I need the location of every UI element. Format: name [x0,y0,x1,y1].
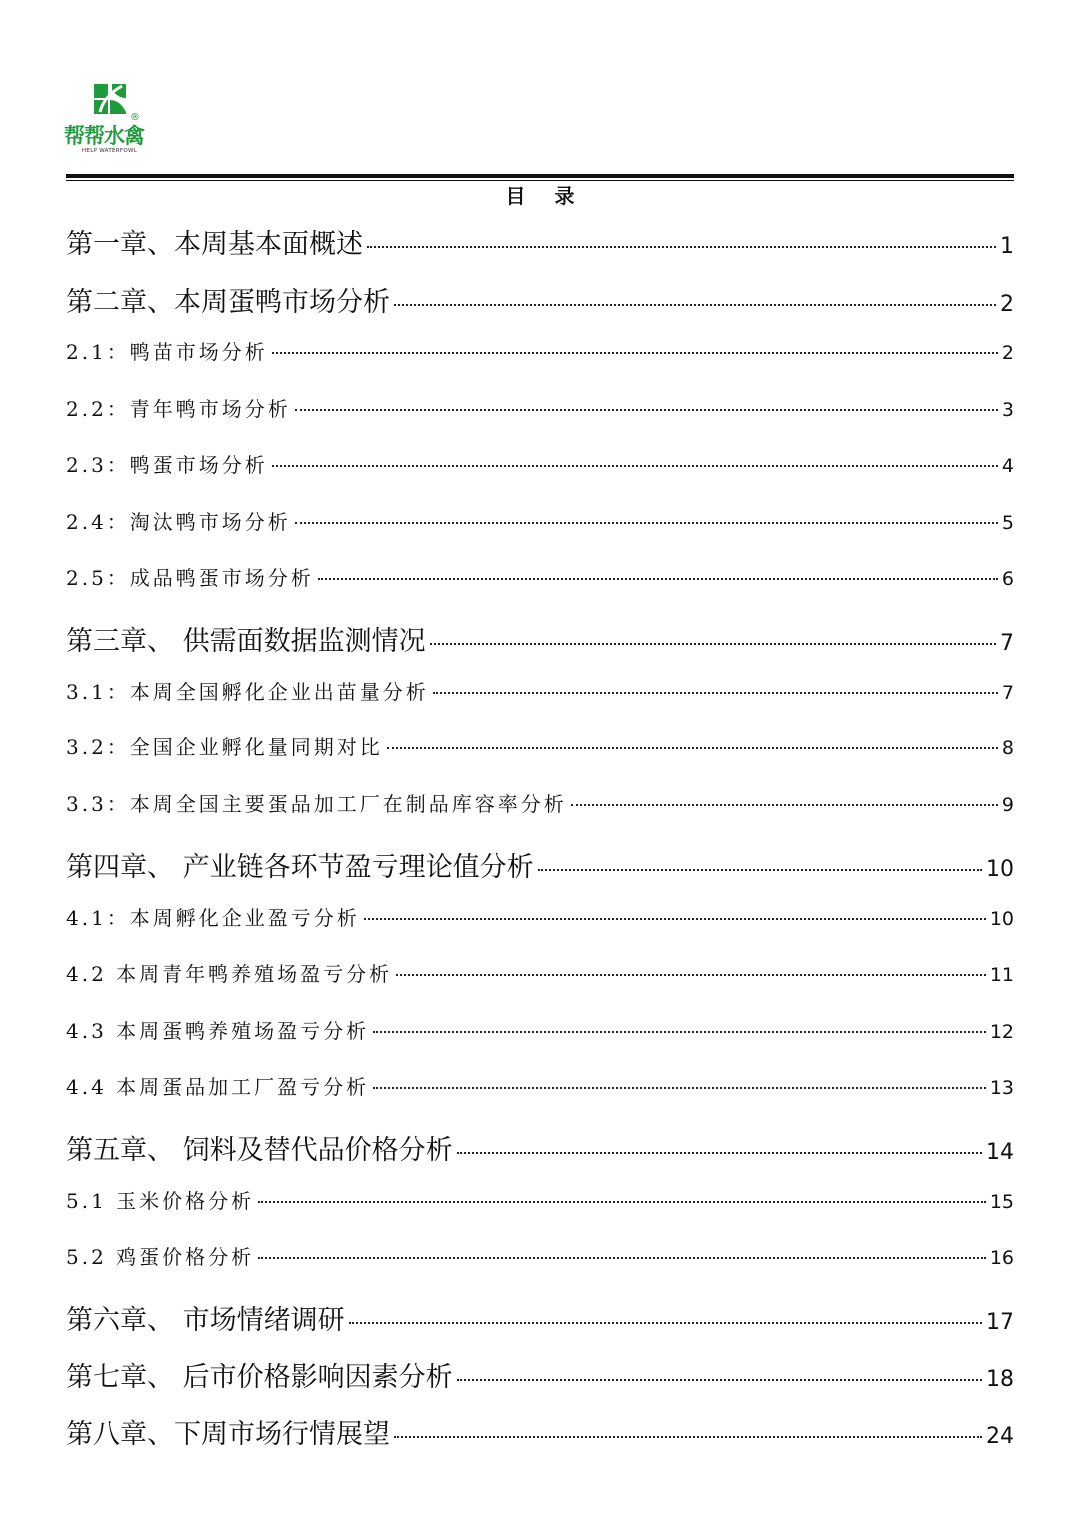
toc-entry-label: 4.4 本周蛋品加工厂盈亏分析 [66,1075,370,1099]
toc-entry-label: 第七章、 后市价格影响因素分析 [66,1362,453,1393]
toc-dot-leader [295,522,998,524]
toc-dot-leader [433,692,998,694]
toc-chapter-entry[interactable] [66,1355,1014,1394]
toc-chapter-entry[interactable] [66,1412,1014,1451]
toc-dot-leader [373,1087,986,1089]
toc-entry-page-number: 1 [1000,234,1014,259]
toc-entry-label: 第八章、下周市场行情展望 [66,1419,390,1450]
toc-entry-page-number: 5 [1001,512,1014,534]
toc-dot-leader [367,246,996,248]
toc-dot-leader [258,1257,986,1259]
toc-section-entry[interactable] [66,902,1014,931]
toc-dot-leader [430,643,996,645]
toc-dot-leader [394,304,996,306]
toc-section-entry[interactable] [66,788,1014,817]
toc-section-entry[interactable] [66,731,1014,760]
toc-dot-leader [538,869,982,871]
toc-entry-page-number: 7 [1001,682,1014,704]
toc-dot-leader [318,578,998,580]
toc-entry-page-number: 4 [1001,455,1014,477]
toc-entry-page-number: 13 [989,1077,1014,1099]
toc-section-entry[interactable] [66,1071,1014,1100]
toc-title: 目 录 [505,184,575,208]
toc-chapter-entry[interactable] [66,280,1014,319]
toc-entry-page-number: 3 [1001,399,1014,421]
toc-section-entry[interactable] [66,449,1014,478]
toc-entry-page-number: 18 [986,1367,1014,1392]
toc-entry-page-number: 2 [1000,292,1014,317]
toc-dot-leader [295,409,998,411]
toc-dot-leader [373,1031,986,1033]
toc-entry-page-number: 6 [1001,568,1014,590]
toc-dot-leader [571,804,998,806]
toc-dot-leader [387,747,998,749]
toc-chapter-entry[interactable] [66,845,1014,884]
logo-tagline: HELP WATERFOWL [82,148,138,154]
toc-dot-leader [272,465,998,467]
toc-entry-label: 第六章、 市场情绪调研 [66,1305,345,1336]
toc-entry-page-number: 10 [989,908,1014,930]
toc-entry-label: 第三章、 供需面数据监测情况 [66,626,426,657]
toc-entry-label: 4.2 本周青年鸭养殖场盈亏分析 [66,962,393,986]
toc-entry-page-number: 9 [1001,794,1014,816]
toc-section-entry[interactable] [66,958,1014,987]
toc-entry-label: 2.3：鸭蛋市场分析 [66,453,268,477]
toc-dot-leader [396,974,986,976]
toc-dot-leader [394,1436,982,1438]
toc-section-entry[interactable] [66,1241,1014,1270]
toc-entry-page-number: 7 [1000,631,1014,656]
toc-entry-label: 第二章、本周蛋鸭市场分析 [66,287,390,318]
toc-entry-label: 2.2：青年鸭市场分析 [66,397,291,421]
toc-entry-label: 2.1：鸭苗市场分析 [66,340,268,364]
toc-entry-label: 3.3：本周全国主要蛋品加工厂在制品库容率分析 [66,792,567,816]
toc-section-entry[interactable] [66,562,1014,591]
toc-entry-page-number: 16 [989,1247,1014,1269]
toc-entry-label: 第一章、本周基本面概述 [66,229,363,260]
toc-entry-label: 5.2 鸡蛋价格分析 [66,1245,255,1269]
toc-dot-leader [349,1322,982,1324]
toc-dot-leader [457,1379,982,1381]
toc-section-entry[interactable] [66,1015,1014,1044]
toc-entry-page-number: 8 [1001,737,1014,759]
toc-entry-page-number: 2 [1001,342,1014,364]
toc-entry-page-number: 15 [989,1191,1014,1213]
registered-mark: ® [130,112,140,123]
toc-entry-label: 4.1：本周孵化企业盈亏分析 [66,906,360,930]
toc-entry-page-number: 24 [986,1424,1014,1449]
logo-name: 帮帮水禽 [64,124,144,148]
toc-chapter-entry[interactable] [66,1298,1014,1337]
toc-chapter-entry[interactable] [66,222,1014,261]
toc-dot-leader [258,1201,986,1203]
toc-dot-leader [364,918,986,920]
toc-dot-leader [457,1152,982,1154]
toc-entry-page-number: 12 [989,1021,1014,1043]
toc-entry-label: 3.1：本周全国孵化企业出苗量分析 [66,680,429,704]
toc-section-entry[interactable] [66,393,1014,422]
toc-entry-label: 第五章、 饲料及替代品价格分析 [66,1135,453,1166]
toc-section-entry[interactable] [66,336,1014,365]
toc-entry-page-number: 17 [986,1310,1014,1335]
toc-section-entry[interactable] [66,506,1014,535]
toc-entry-label: 3.2：全国企业孵化量同期对比 [66,735,383,759]
toc-entry-label: 第四章、 产业链各环节盈亏理论值分析 [66,852,534,883]
toc-entry-page-number: 11 [989,964,1014,986]
toc-dot-leader [272,352,998,354]
toc-section-entry[interactable] [66,676,1014,705]
toc-entry-label: 2.4：淘汰鸭市场分析 [66,510,291,534]
toc-entry-page-number: 10 [986,857,1014,882]
toc-entry-page-number: 14 [986,1140,1014,1165]
toc-entry-label: 5.1 玉米价格分析 [66,1189,255,1213]
toc-entry-label: 2.5：成品鸭蛋市场分析 [66,566,314,590]
toc-chapter-entry[interactable] [66,619,1014,658]
toc-entry-label: 4.3 本周蛋鸭养殖场盈亏分析 [66,1019,370,1043]
toc-section-entry[interactable] [66,1185,1014,1214]
toc-chapter-entry[interactable] [66,1128,1014,1167]
